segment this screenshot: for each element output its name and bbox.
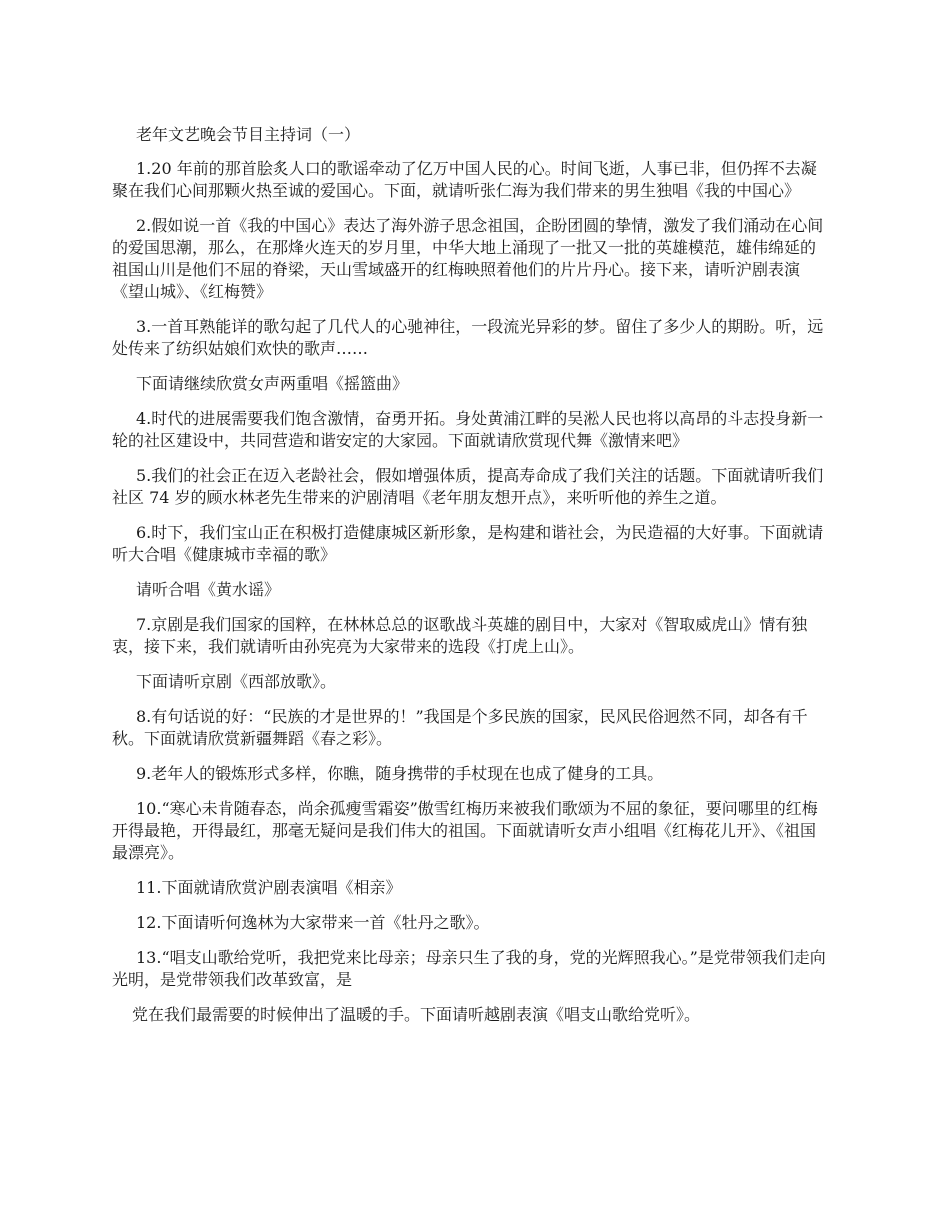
document-title: 老年文艺晚会节目主持词（一） bbox=[136, 125, 361, 144]
paragraph-9: 9.老年人的锻炼形式多样，你瞧，随身携带的手杖现在也成了健身的工具。 bbox=[136, 764, 664, 783]
paragraph-1: 1.20 年前的那首脍炙人口的歌谣牵动了亿万中国人民的心。时间飞逝，人事已非，但仍挥不去凝聚在我们心间那颗火热至诚的爱国心。下面，就请听张仁海为我们带来的男生独唱《我的中国心》 bbox=[112, 159, 817, 200]
paragraph-3: 3.一首耳熟能详的歌勾起了几代人的心驰神往，一段流光异彩的梦。留住了多少人的期盼。听，远处传来了纺织姑娘们欢快的歌声…… bbox=[112, 317, 824, 358]
paragraph-4: 4.时代的进展需要我们饱含激情，奋勇开拓。身处黄浦江畔的吴淞人民也将以高昂的斗志投身新一轮的社区建设中，共同营造和谐安定的大家园。下面就请欣赏现代舞《激情来吧》 bbox=[112, 409, 824, 450]
document-body bbox=[112, 124, 830, 1026]
paragraph-11: 11.下面就请欣赏沪剧表演唱《相亲》 bbox=[136, 878, 402, 897]
paragraph-13: 13.“唱支山歌给党听，我把党来比母亲；母亲只生了我的身，党的光辉照我心。”是党带领我们走向光明，是党带领我们改革致富，是 bbox=[112, 948, 826, 989]
paragraph-7-note: 下面请听京剧《西部放歌》。 bbox=[136, 672, 337, 691]
closing-line: 党在我们最需要的时候伸出了温暖的手。下面请听越剧表演《唱支山歌给党听》。 bbox=[132, 1005, 701, 1024]
paragraph-6: 6.时下，我们宝山正在积极打造健康城区新形象，是构建和谐社会，为民造福的大好事。下面就请听大合唱《健康城市幸福的歌》 bbox=[112, 523, 824, 564]
paragraph-2: 2.假如说一首《我的中国心》表达了海外游子思念祖国，企盼团圆的挚情，激发了我们涌动在心间的爱国思潮，那么，在那烽火连天的岁月里，中华大地上涌现了一批又一批的英雄模范，雄伟绵延的祖国山川是他们不屈的脊梁，天山雪域盛开的红梅映照着他们的片片丹心。接下来，请听沪剧表演《望山城》、《红梅赞》 bbox=[112, 216, 824, 301]
paragraph-5: 5.我们的社会正在迈入老龄社会，假如增强体质，提高寿命成了我们关注的话题。下面就请听我们社区 74 岁的顾水林老先生带来的沪剧清唱《老年朋友想开点》，来听听他的养生之道。 bbox=[112, 466, 824, 507]
paragraph-8: 8.有句话说的好：“民族的才是世界的！”我国是个多民族的国家，民风民俗迥然不同，却各有千秋。下面就请欣赏新疆舞蹈《春之彩》。 bbox=[112, 707, 808, 748]
paragraph-7: 7.京剧是我们国家的国粹，在林林总总的讴歌战斗英雄的剧目中，大家对《智取威虎山》情有独衷，接下来，我们就请听由孙宪亮为大家带来的选段《打虎上山》。 bbox=[112, 615, 808, 656]
paragraph-12: 12.下面请听何逸林为大家带来一首《牡丹之歌》。 bbox=[136, 913, 490, 932]
paragraph-10: 10.“寒心未肯随春态，尚余孤瘦雪霜姿”傲雪红梅历来被我们歌颂为不屈的象征，要问哪里的红梅开得最艳，开得最红，那毫无疑问是我们伟大的祖国。下面就请听女声小组唱《红梅花儿开》、《祖国最漂亮》。 bbox=[112, 799, 818, 862]
paragraph-3-note: 下面请继续欣赏女声两重唱《摇篮曲》 bbox=[136, 374, 409, 393]
paragraph-6-note: 请听合唱《黄水谣》 bbox=[136, 580, 281, 599]
